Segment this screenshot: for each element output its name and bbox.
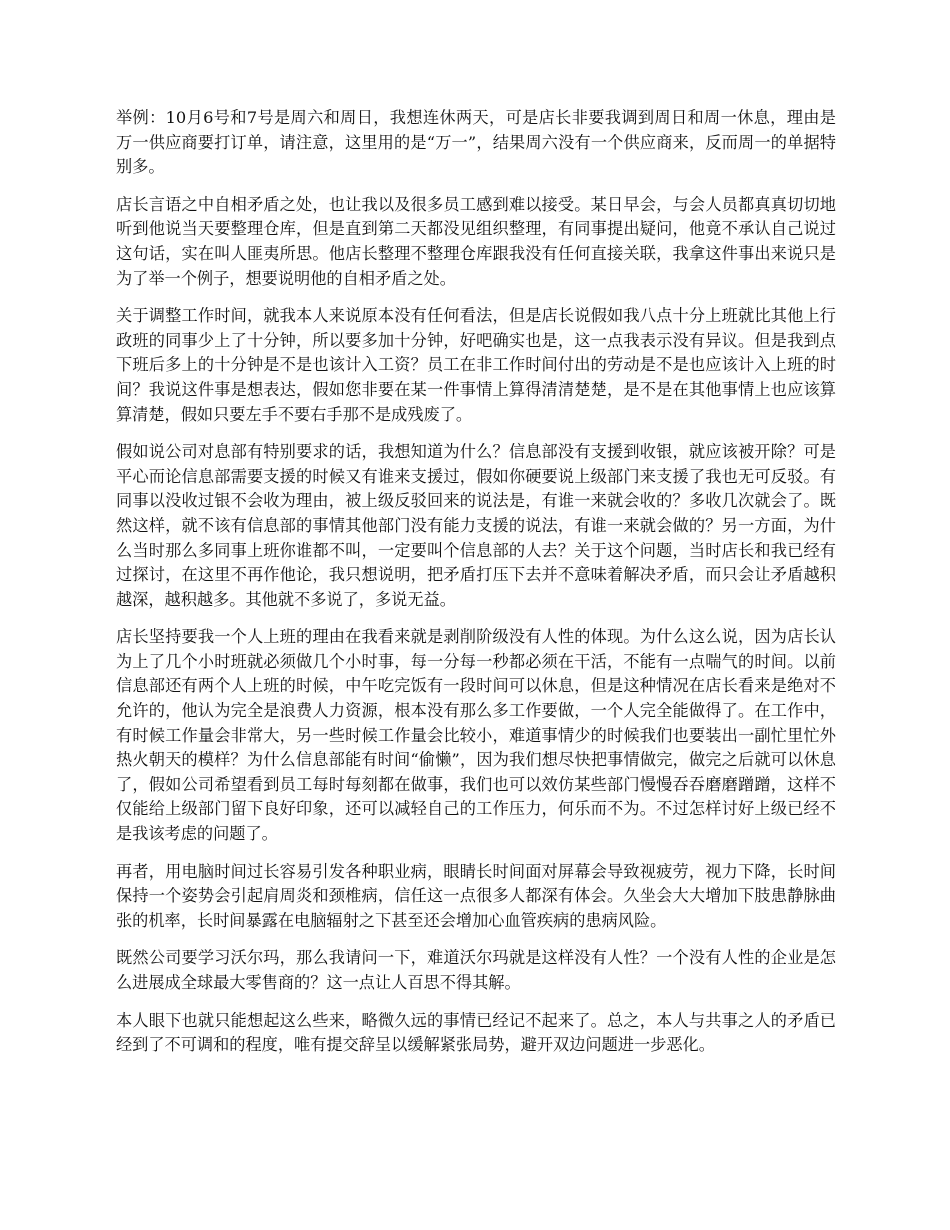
paragraph-it-department: 假如说公司对息部有特别要求的话，我想知道为什么？信息部没有支援到收银，就应该被开除？可是平心而论信息部需要支援的时候又有谁来支援过，假如你硬要说上级部门来支援了我也无可反驳。有同事以没收过银不会收为理由，被上级反驳回来的说法是，有谁一来就会收的？多收几次就会了。既然这样，就不该有信息部的事情其他部门没有能力支援的说法，有谁一来就会做的？另一方面，为什么当时那么多同事上班你谁都不叫，一定要叫个信息部的人去？关于这个问题，当时店长和我已经有过探讨，在这里不再作他论，我只想说明，把矛盾打压下去并不意味着解决矛盾，而只会让矛盾越积越深，越积越多。其他就不多说了，多说无益。 bbox=[116, 442, 836, 609]
paragraph-example-leave: 举例：10月6号和7号是周六和周日，我想连休两天，可是店长非要我调到周日和周一休息，理由是万一供应商要打订单，请注意，这里用的是“万一”，结果周六没有一个供应商来，反而周一的单据特别多。 bbox=[116, 108, 836, 177]
document-body bbox=[116, 106, 836, 1071]
paragraph-contradictions: 店长言语之中自相矛盾之处，也让我以及很多员工感到难以接受。某日早会，与会人员都真真切切地听到他说当天要整理仓库，但是直到第二天都没见组织整理，有同事提出疑问，他竟不承认自己说过这句话，实在叫人匪夷所思。他店长整理不整理仓库跟我没有任何直接关联，我拿这件事出来说只是为了举一个例子，想要说明他的自相矛盾之处。 bbox=[116, 194, 836, 288]
paragraph-work-hours: 关于调整工作时间，就我本人来说原本没有任何看法，但是店长说假如我八点十分上班就比其他上行政班的同事少上了十分钟，所以要多加十分钟，好吧确实也是，这一点我表示没有异议。但是我到点下班后多上的十分钟是不是也该计入工资？员工在非工作时间付出的劳动是不是也应该计入上班的时间？我说这件事是想表达，假如您非要在某一件事情上算得清清楚楚，是不是在其他事情上也应该算算清楚，假如只要左手不要右手那不是成残废了。 bbox=[116, 306, 836, 424]
paragraph-single-shift: 店长坚持要我一个人上班的理由在我看来就是剥削阶级没有人性的体现。为什么这么说，因为店长认为上了几个小时班就必须做几个小时事，每一分每一秒都必须在干活，不能有一点喘气的时间。以前信息部还有两个人上班的时候，中午吃完饭有一段时间可以休息，但是这种情况在店长看来是绝对不允许的，他认为完全是浪费人力资源，根本没有那么多工作要做，一个人完全能做得了。在工作中，有时候工作量会非常大，另一些时候工作量会比较小，难道事情少的时候我们也要装出一副忙里忙外热火朝天的模样？为什么信息部能有时间“偷懒”，因为我们想尽快把事情做完，做完之后就可以休息了，假如公司希望看到员工每时每刻都在做事，我们也可以效仿某些部门慢慢吞吞磨磨蹭蹭，这样不仅能给上级部门留下良好印象，还可以减轻自己的工作压力，何乐而不为。不过怎样讨好上级已经不是我该考虑的问题了。 bbox=[116, 627, 836, 844]
paragraph-walmart: 既然公司要学习沃尔玛，那么我请问一下，难道沃尔玛就是这样没有人性？一个没有人性的企业是怎么进展成全球最大零售商的？这一点让人百思不得其解。 bbox=[116, 948, 836, 992]
paragraph-health-risks: 再者，用电脑时间过长容易引发各种职业病，眼睛长时间面对屏幕会导致视疲劳，视力下降，长时间保持一个姿势会引起肩周炎和颈椎病，信任这一点很多人都深有体会。久坐会大大增加下肢患静脉曲张的机率，长时间暴露在电脑辐射之下甚至还会增加心血管疾病的患病风险。 bbox=[116, 861, 836, 930]
paragraph-conclusion: 本人眼下也就只能想起这么些来，略微久远的事情已经记不起来了。总之，本人与共事之人的矛盾已经到了不可调和的程度，唯有提交辞呈以缓解紧张局势，避开双边问题进一步恶化。 bbox=[116, 1010, 836, 1055]
